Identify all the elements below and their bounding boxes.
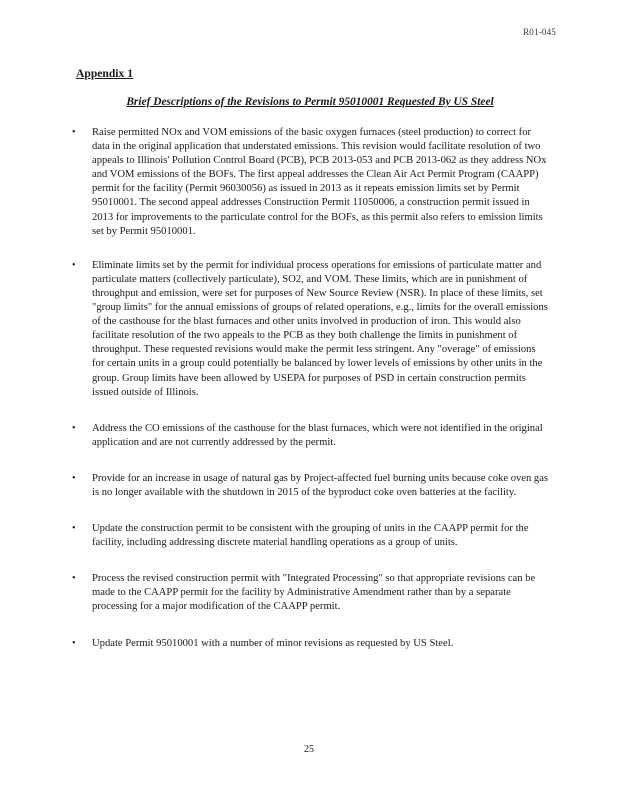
list-item: [70, 259, 550, 400]
list-item-text: Update the construction permit to be consistent with the grouping of units in the CAAPP permit for the facility, including addressing discrete material handling operations as a group of units.: [92, 523, 529, 549]
list-item-text: Process the revised construction permit with "Integrated Processing" so that appropriate revisions can be made to the CAAPP permit for the facility by Administrative Amendment rather than by a separate processing for a major modification of the CAAPP permit.: [92, 573, 536, 613]
list-item: [70, 572, 550, 614]
list-item-text: Address the CO emissions of the casthouse for the blast furnaces, which were not identified in the original application and are not currently addressed by the permit.: [92, 422, 543, 448]
document-id: R01-045: [523, 27, 556, 37]
list-item-text: Raise permitted NOx and VOM emissions of the basic oxygen furnaces (steel production) to correct for data in the original application that understated emissions. This revision would facilitate resolution of two appeals to Illinois' Pollution Control Board (PCB), PCB 2013-053 and PCB 2013-062 as they address NOx and VOM emissions of the BOFs. The first appeal addresses the Clean Air Act Permit Program (CAAPP) permit for the facility (Permit 96030056) as issued in 2013 as it repeats emission limits set by Permit 95010001. The second appeal addresses Construction Permit 11050006, a construction permit issued in 2013 for improvements to the particulate control for the BOFs, as this permit also refers to emission limits set by Permit 95010001.: [92, 127, 547, 237]
bullet-icon: •: [72, 523, 76, 535]
bullet-icon: •: [72, 422, 76, 434]
bullet-icon: •: [72, 259, 76, 271]
list-item-text: Provide for an increase in usage of natural gas by Project-affected fuel burning units because coke oven gas is no longer available with the shutdown in 2015 of the byproduct coke oven batteries at the facility.: [92, 472, 549, 498]
list-item: [70, 126, 550, 239]
list-item: [70, 472, 550, 500]
list-item: [70, 422, 550, 450]
revision-list: [70, 126, 550, 651]
bullet-icon: •: [72, 573, 76, 585]
appendix-title: Appendix 1: [76, 67, 134, 80]
appendix-subtitle: Brief Descriptions of the Revisions to Permit 95010001 Requested By US Steel: [126, 96, 494, 108]
bullet-icon: •: [72, 637, 76, 649]
bullet-icon: •: [72, 472, 76, 484]
list-item-text: Update Permit 95010001 with a number of minor revisions as requested by US Steel.: [92, 637, 454, 649]
bullet-icon: •: [72, 127, 76, 138]
page-number: 25: [304, 744, 314, 755]
list-item: [70, 522, 550, 550]
list-item-text: Eliminate limits set by the permit for individual process operations for emissions of particulate matter and particulate matters (collectively particulate), SO2, and VOM. These limits, which are in punishment of throughput and emission, were set for purposes of New Source Review (NSR). In place of these limits, set "group limits" for the annual emissions of groups of related operations, e.g., limits for the overall emissions of the casthouse for the blast furnaces and other units involved in production of iron. This would also facilitate resolution of the two appeals to the PCB as they both challenge the limits in punishment of throughput. These requested revisions would make the permit less stringent. Any "overage" of emissions for certain units in a group could potentially be balanced by lower levels of emissions by other units in the group. Group limits have been allowed by USEPA for purposes of PSD in certain construction permits issued outside of Illinois.: [92, 259, 548, 398]
list-item: [70, 637, 550, 651]
